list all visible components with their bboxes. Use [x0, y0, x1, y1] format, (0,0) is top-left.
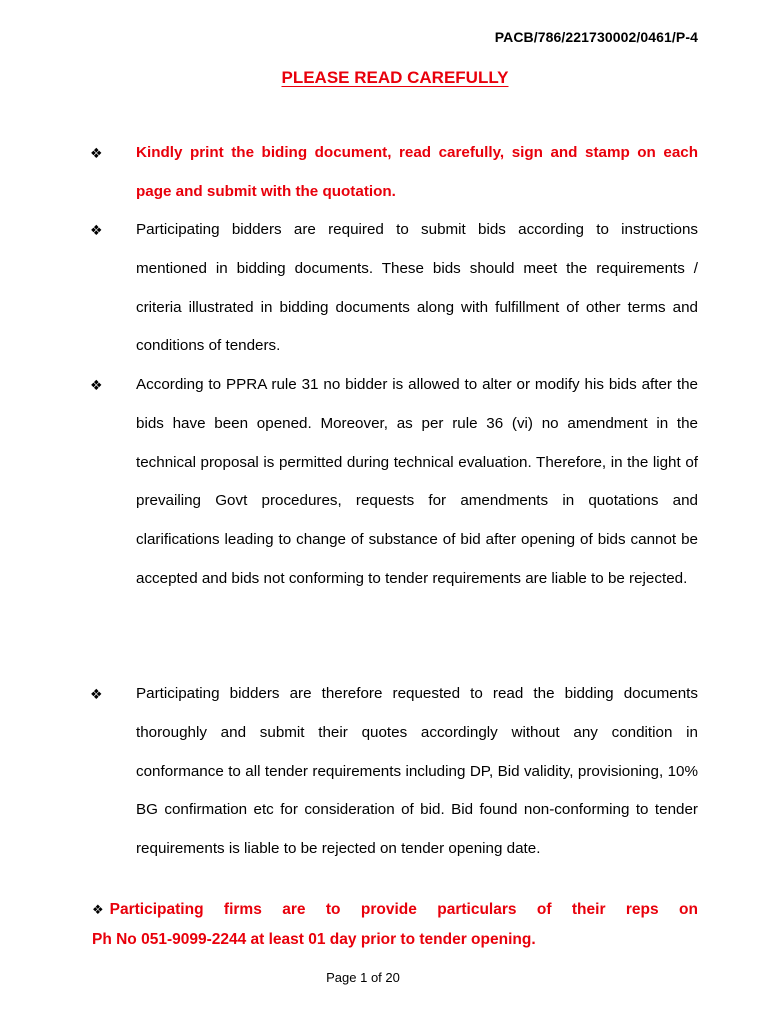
document-reference: PACB/786/221730002/0461/P-4: [494, 29, 698, 45]
diamond-bullet-icon: ❖: [90, 145, 103, 161]
bullet-item: [90, 366, 698, 599]
final-note-word: are: [282, 901, 306, 918]
final-note-word: to: [325, 901, 341, 918]
final-note-word: provide: [360, 901, 417, 918]
diamond-bullet-icon: ❖: [90, 377, 103, 393]
bullet-item: [90, 675, 698, 869]
final-note-word: of: [536, 901, 552, 918]
final-note-line-2: Ph No 051-9099-2244 at least 01 day prior to tender opening.: [92, 931, 536, 948]
diamond-bullet-icon: ❖: [90, 686, 103, 702]
bullet-item: [90, 211, 698, 366]
page-heading: PLEASE READ CAREFULLY: [281, 68, 509, 87]
bullet-text: Kindly print the biding document, read carefully, sign and stamp on each page and submit with the quotation.: [136, 144, 698, 200]
final-note-word: firms: [223, 901, 262, 918]
final-note-word: ❖ Participating: [92, 901, 204, 918]
final-note-line-1: [92, 895, 698, 925]
final-note-word: on: [678, 901, 698, 918]
bullet-text: Participating bidders are required to submit bids according to instructions mentioned in bidding documents. These bids should meet the requirements / criteria illustrated in bidding documents along with fulfillment of other terms and conditions of tenders.: [136, 221, 698, 355]
bullet-text: Participating bidders are therefore requested to read the bidding documents thoroughly and submit their quotes accordingly without any condition in conformance to all tender requirements including DP, Bid validity, provisioning, 10% BG confirmation etc for consideration of bid. Bid found non-conforming to tender requirements is liable to be rejected on tender opening date.: [136, 685, 698, 858]
final-note-word: reps: [625, 901, 659, 918]
bullet-text: According to PPRA rule 31 no bidder is allowed to alter or modify his bids after the bids have been opened. Moreover, as per rule 36 (vi) no amendment in the technical proposal is permitted during technical evaluation. Therefore, in the light of prevailing Govt procedures, requests for amendments in quotations and clarifications leading to change of substance of bid after opening of bids cannot be accepted and bids not conforming to tender requirements are liable to be rejected.: [136, 376, 698, 587]
page-number: Page 1 of 20: [326, 970, 400, 985]
final-note-word: their: [571, 901, 606, 918]
diamond-bullet-icon: ❖: [92, 902, 104, 917]
final-note-word: particulars: [437, 901, 517, 918]
final-note: [92, 895, 698, 955]
diamond-bullet-icon: ❖: [90, 222, 103, 238]
bullet-item: [90, 134, 698, 212]
